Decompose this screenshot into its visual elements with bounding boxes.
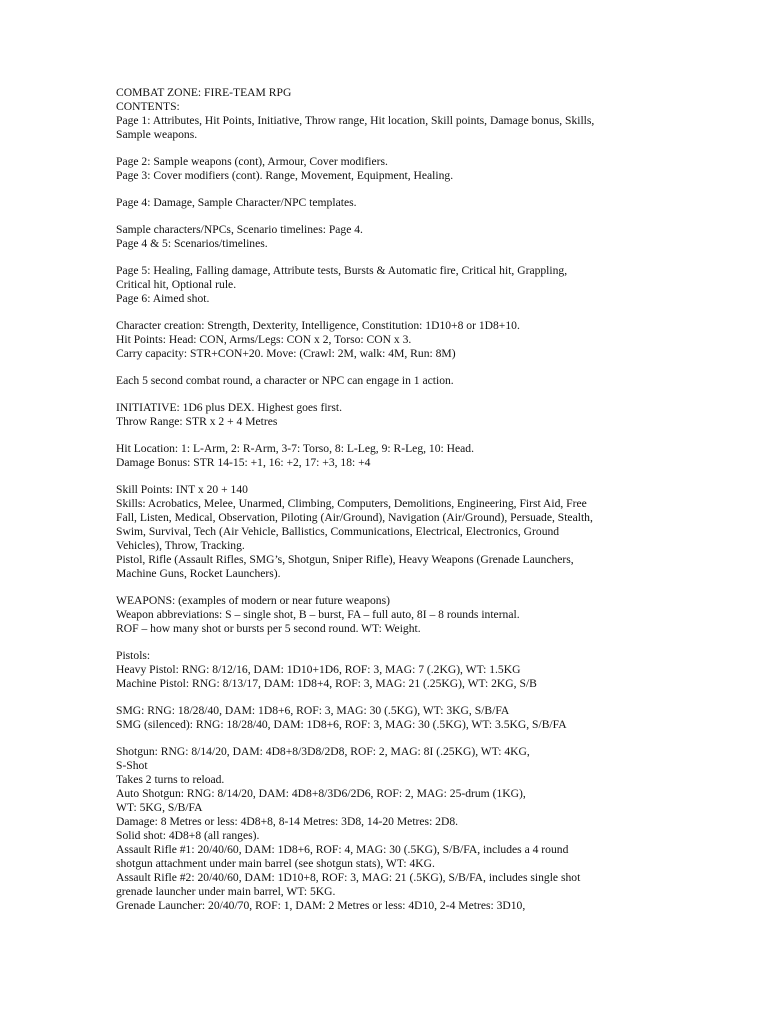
paragraph-gap	[116, 691, 756, 704]
text-line: Heavy Pistol: RNG: 8/12/16, DAM: 1D10+1D6, ROF: 3, MAG: 7 (.2KG), WT: 1.5KG	[116, 663, 521, 676]
text-line: Page 2: Sample weapons (cont), Armour, Cover modifiers.	[116, 155, 388, 168]
text-line: Fall, Listen, Medical, Observation, Piloting (Air/Ground), Navigation (Air/Ground), Persuade, Stealth,	[116, 511, 593, 524]
text-line: Auto Shotgun: RNG: 8/14/20, DAM: 4D8+8/3D6/2D6, ROF: 2, MAG: 25-drum (1KG),	[116, 787, 526, 800]
text-line: Takes 2 turns to reload.	[116, 773, 225, 786]
text-line: Sample weapons.	[116, 128, 198, 141]
paragraph	[116, 155, 756, 183]
text-line: Grenade Launcher: 20/40/70, ROF: 1, DAM: 2 Metres or less: 4D10, 2-4 Metres: 3D10,	[116, 899, 526, 912]
text-line: Page 6: Aimed shot.	[116, 292, 210, 305]
text-line: SMG: RNG: 18/28/40, DAM: 1D8+6, ROF: 3, MAG: 30 (.5KG), WT: 3KG, S/B/FA	[116, 704, 510, 717]
text-line: Machine Pistol: RNG: 8/13/17, DAM: 1D8+4, ROF: 3, MAG: 21 (.25KG), WT: 2KG, S/B	[116, 677, 537, 690]
paragraph-gap	[116, 636, 756, 649]
paragraph	[116, 264, 756, 306]
paragraph	[116, 483, 756, 581]
paragraph-gap	[116, 251, 756, 264]
text-line: Damage Bonus: STR 14-15: +1, 16: +2, 17: +3, 18: +4	[116, 456, 371, 469]
paragraph	[116, 223, 756, 251]
paragraph-gap	[116, 429, 756, 442]
paragraph-gap	[116, 306, 756, 319]
paragraph	[116, 196, 756, 210]
paragraph	[116, 704, 756, 732]
paragraph-gap	[116, 470, 756, 483]
paragraph	[116, 374, 756, 388]
text-line: INITIATIVE: 1D6 plus DEX. Highest goes first.	[116, 401, 343, 414]
paragraph-gap	[116, 388, 756, 401]
text-line: CONTENTS:	[116, 100, 180, 113]
document-page	[116, 86, 756, 913]
paragraph-gap	[116, 183, 756, 196]
text-line: Page 3: Cover modifiers (cont). Range, Movement, Equipment, Healing.	[116, 169, 454, 182]
paragraph	[116, 319, 756, 361]
text-line: Solid shot: 4D8+8 (all ranges).	[116, 829, 260, 842]
text-line: Carry capacity: STR+CON+20. Move: (Crawl: 2M, walk: 4M, Run: 8M)	[116, 347, 456, 360]
text-line: Character creation: Strength, Dexterity, Intelligence, Constitution: 1D10+8 or 1D8+10.	[116, 319, 520, 332]
text-line: Skill Points: INT x 20 + 140	[116, 483, 248, 496]
paragraph	[116, 401, 756, 429]
paragraph	[116, 649, 756, 691]
text-line: grenade launcher under main barrel, WT: 5KG.	[116, 885, 336, 898]
text-line: Each 5 second combat round, a character or NPC can engage in 1 action.	[116, 374, 454, 387]
paragraph-gap	[116, 361, 756, 374]
paragraph	[116, 100, 756, 142]
text-line: Page 4: Damage, Sample Character/NPC templates.	[116, 196, 357, 209]
paragraph-gap	[116, 142, 756, 155]
document-title: COMBAT ZONE: FIRE-TEAM RPG	[116, 86, 292, 99]
text-line: Vehicles), Throw, Tracking.	[116, 539, 245, 552]
text-line: ROF – how many shot or bursts per 5 second round. WT: Weight.	[116, 622, 421, 635]
paragraph-gap	[116, 581, 756, 594]
text-line: Pistols:	[116, 649, 151, 662]
paragraph-gap	[116, 210, 756, 223]
paragraph	[116, 594, 756, 636]
text-line: SMG (silenced): RNG: 18/28/40, DAM: 1D8+6, ROF: 3, MAG: 30 (.5KG), WT: 3.5KG, S/B/FA	[116, 718, 567, 731]
text-line: WEAPONS: (examples of modern or near future weapons)	[116, 594, 390, 607]
text-line: Damage: 8 Metres or less: 4D8+8, 8-14 Metres: 3D8, 14-20 Metres: 2D8.	[116, 815, 459, 828]
text-line: Sample characters/NPCs, Scenario timelines: Page 4.	[116, 223, 363, 236]
text-line: Hit Points: Head: CON, Arms/Legs: CON x 2, Torso: CON x 3.	[116, 333, 412, 346]
text-line: Swim, Survival, Tech (Air Vehicle, Ballistics, Communications, Electrical, Electronics, Ground	[116, 525, 560, 538]
text-line: Critical hit, Optional rule.	[116, 278, 237, 291]
text-line: Skills: Acrobatics, Melee, Unarmed, Climbing, Computers, Demolitions, Engineering, First Aid, Free	[116, 497, 587, 510]
text-line: Weapon abbreviations: S – single shot, B – burst, FA – full auto, 8I – 8 rounds internal.	[116, 608, 520, 621]
text-line: Page 1: Attributes, Hit Points, Initiative, Throw range, Hit location, Skill points, Damage bonus, Skills,	[116, 114, 595, 127]
text-line: S-Shot	[116, 759, 148, 772]
text-line: WT: 5KG, S/B/FA	[116, 801, 203, 814]
text-line: Hit Location: 1: L-Arm, 2: R-Arm, 3-7: Torso, 8: L-Leg, 9: R-Leg, 10: Head.	[116, 442, 474, 455]
text-line: shotgun attachment under main barrel (see shotgun stats), WT: 4KG.	[116, 857, 435, 870]
text-line: Page 5: Healing, Falling damage, Attribute tests, Bursts & Automatic fire, Critical hit, Grappling,	[116, 264, 568, 277]
paragraph	[116, 442, 756, 470]
text-line: Throw Range: STR x 2 + 4 Metres	[116, 415, 278, 428]
text-line: Page 4 & 5: Scenarios/timelines.	[116, 237, 268, 250]
paragraph	[116, 745, 756, 913]
text-line: Machine Guns, Rocket Launchers).	[116, 567, 281, 580]
text-line: Assault Rifle #2: 20/40/60, DAM: 1D10+8, ROF: 3, MAG: 21 (.5KG), S/B/FA, includes single shot	[116, 871, 581, 884]
text-line: Shotgun: RNG: 8/14/20, DAM: 4D8+8/3D8/2D8, ROF: 2, MAG: 8I (.25KG), WT: 4KG,	[116, 745, 530, 758]
text-line: Assault Rifle #1: 20/40/60, DAM: 1D8+6, ROF: 4, MAG: 30 (.5KG), S/B/FA, includes a 4 round	[116, 843, 569, 856]
document-body	[116, 100, 756, 913]
text-line: Pistol, Rifle (Assault Rifles, SMG’s, Shotgun, Sniper Rifle), Heavy Weapons (Grenade Launchers,	[116, 553, 574, 566]
paragraph-gap	[116, 732, 756, 745]
